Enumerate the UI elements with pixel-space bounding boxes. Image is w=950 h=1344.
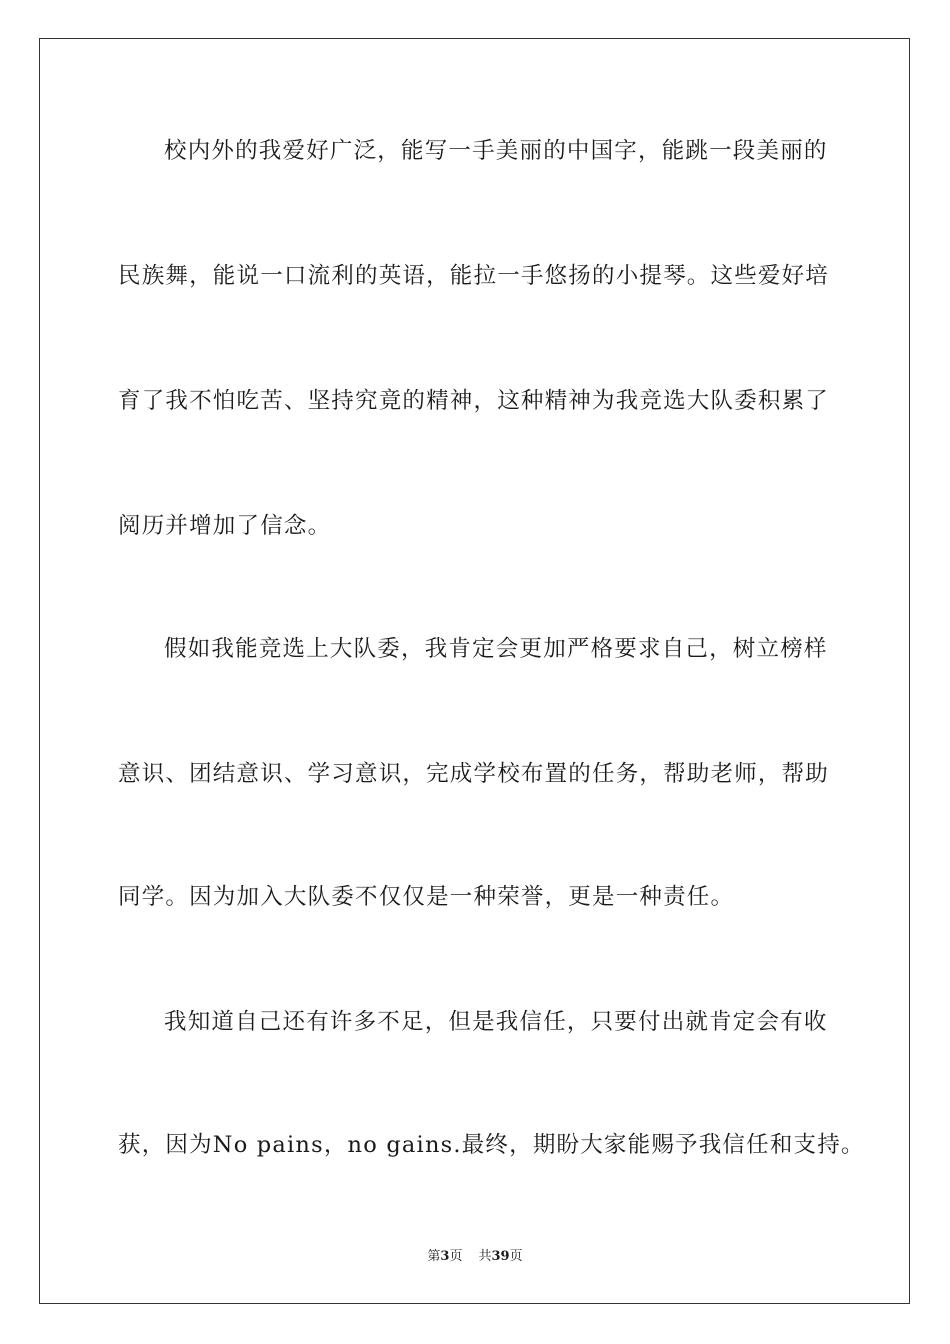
paragraph-1-line-3: 育了我不怕吃苦、坚持究竟的精神，这种精神为我竞选大队委积累了 — [118, 388, 830, 414]
page-suffix: 页 — [449, 1249, 463, 1264]
paragraph-2-line-3: 同学。因为加入大队委不仅仅是一种荣誉，更是一种责任。 — [118, 884, 735, 910]
paragraph-2-line-2: 意识、团结意识、学习意识，完成学校布置的任务，帮助老师，帮助 — [118, 761, 830, 787]
page-footer — [0, 1250, 950, 1263]
page-prefix: 第 — [427, 1249, 441, 1264]
total-suffix: 页 — [509, 1249, 523, 1264]
page-number: 3 — [440, 1249, 450, 1264]
paragraph-1-line-4: 阅历并增加了信念。 — [118, 513, 332, 539]
paragraph-1-line-1: 校内外的我爱好广泛，能写一手美丽的中国字，能跳一段美丽的 — [164, 138, 828, 164]
page-border — [39, 38, 910, 1304]
total-prefix: 共 — [478, 1249, 492, 1264]
paragraph-3-line-1: 我知道自己还有许多不足，但是我信任，只要付出就肯定会有收 — [164, 1009, 828, 1035]
paragraph-3-line-2: 获，因为No pains，no gains.最终，期盼大家能赐予我信任和支持。 — [118, 1132, 865, 1158]
paragraph-1-line-2: 民族舞，能说一口流利的英语，能拉一手悠扬的小提琴。这些爱好培 — [118, 263, 830, 289]
paragraph-2-line-1: 假如我能竞选上大队委，我肯定会更加严格要求自己，树立榜样 — [164, 636, 828, 662]
total-pages: 39 — [491, 1249, 510, 1264]
